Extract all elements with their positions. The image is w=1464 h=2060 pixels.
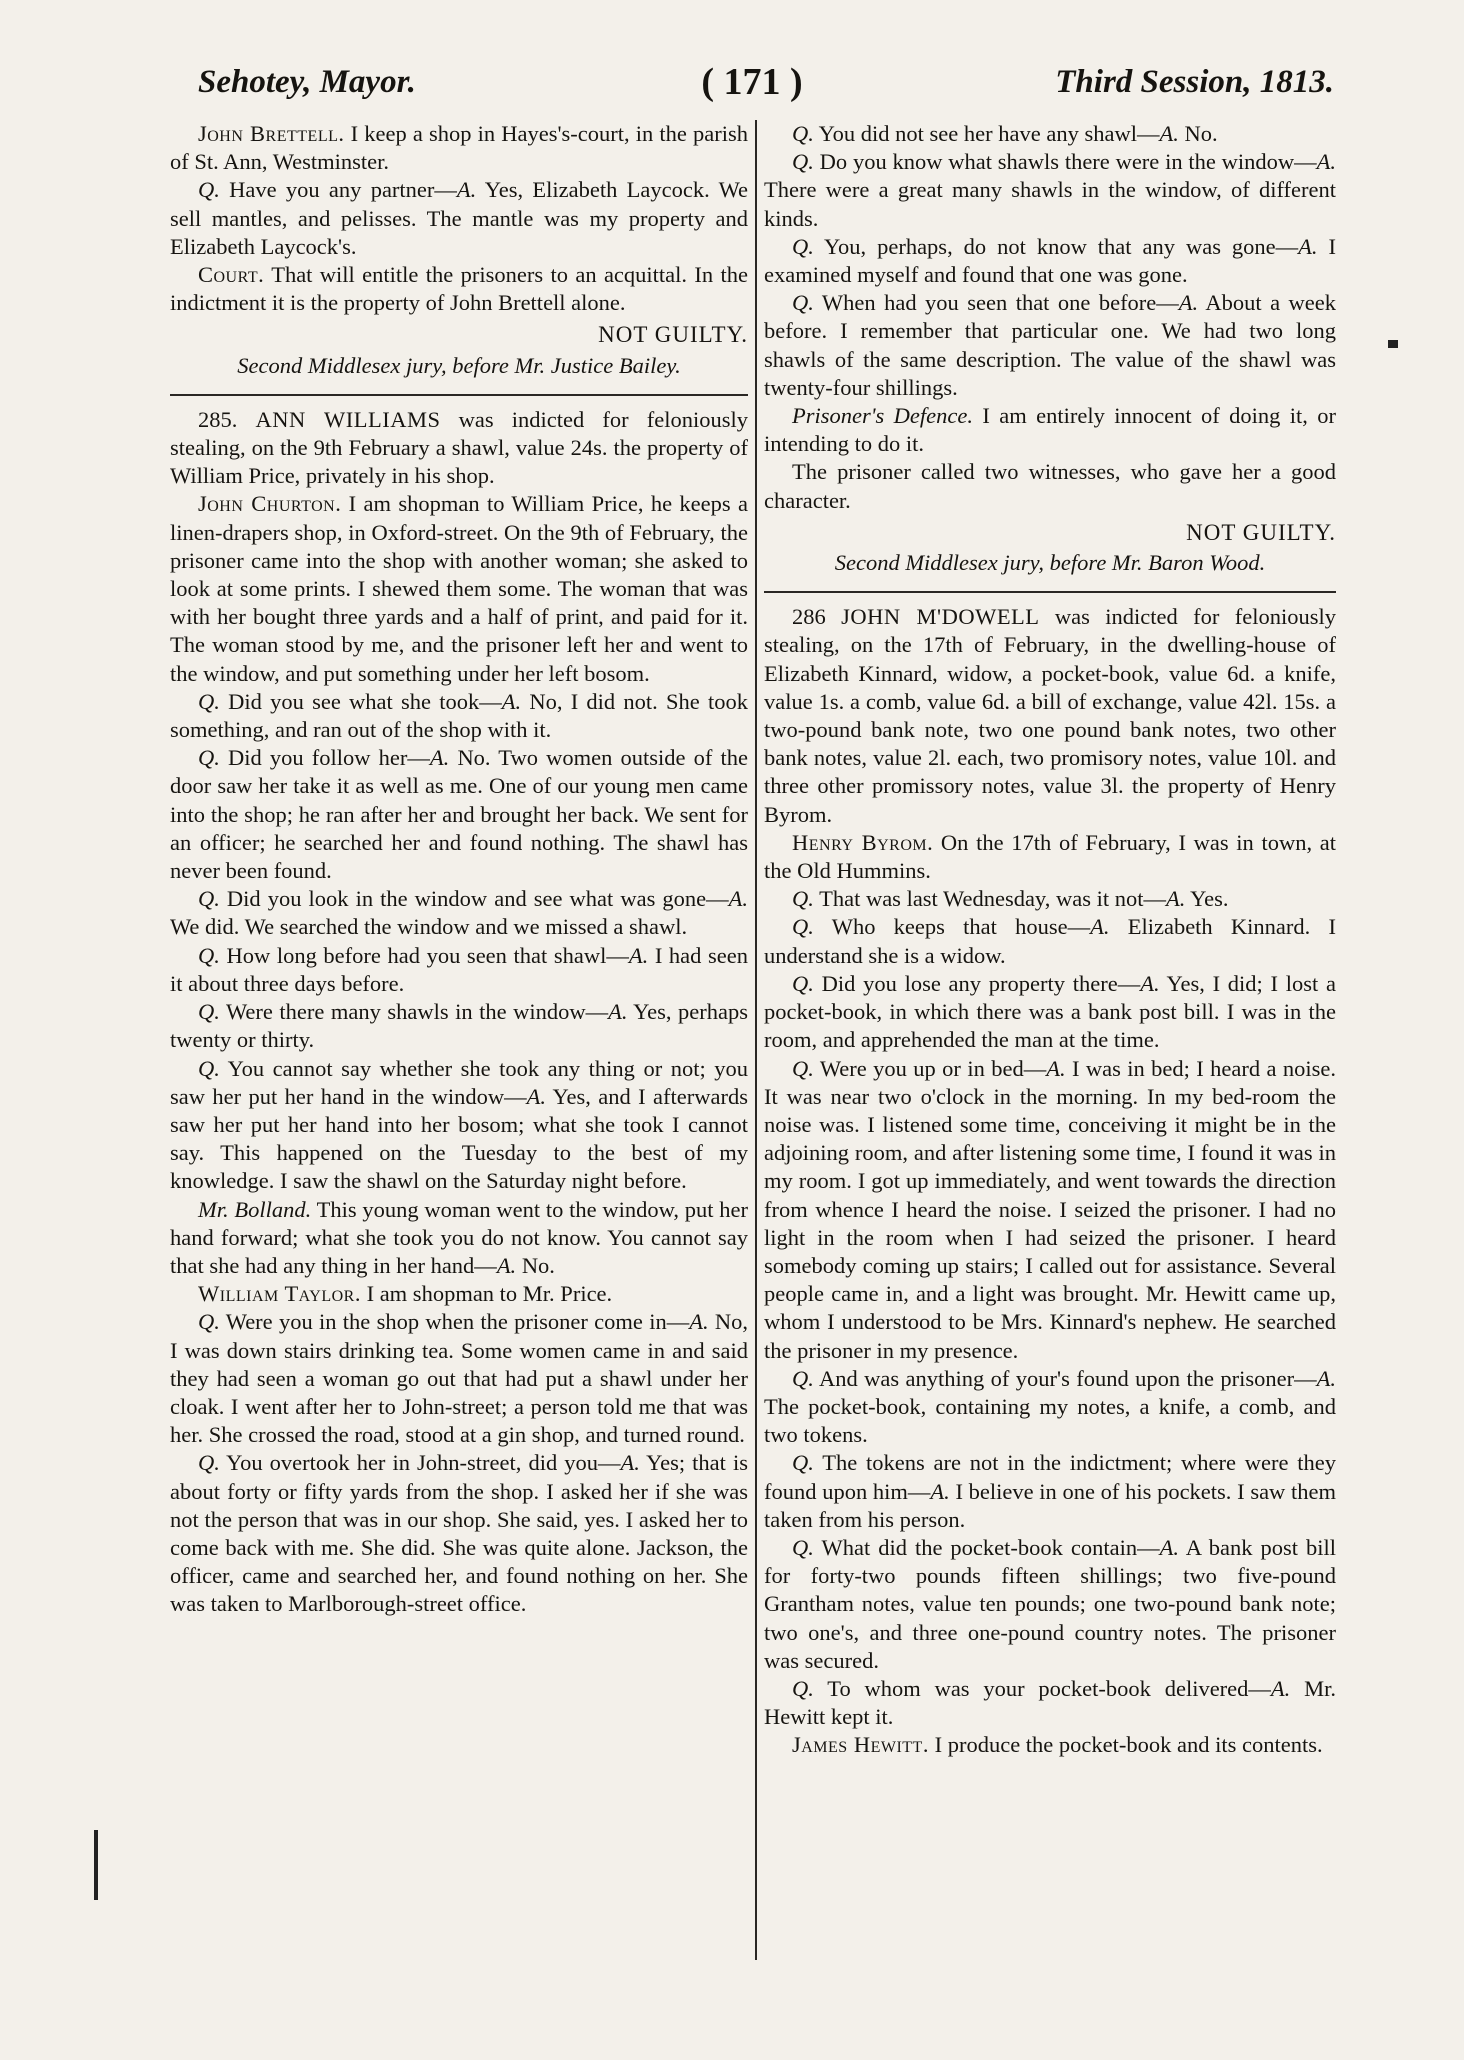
answer-text: About a week before. I remember that particular one. We had two long shawls of the same description. The value of the shawl was twenty-four shillings. bbox=[764, 290, 1337, 400]
testimony-text: I am shopman to Mr. Price. bbox=[360, 1281, 613, 1307]
testimony-paragraph bbox=[764, 148, 1336, 233]
testimony-text: You cannot say whether she took any thing or not; you saw her put her hand in the window— bbox=[170, 1055, 748, 1109]
testimony-text: What did the pocket-book contain— bbox=[813, 1534, 1160, 1560]
testimony-text: You did not see her have any shawl— bbox=[813, 121, 1160, 146]
answer-marker: A. bbox=[728, 886, 748, 912]
defendant-name: ANN WILLIAMS bbox=[255, 406, 441, 432]
answer-marker: A. bbox=[1046, 1055, 1066, 1081]
question-marker: Q. bbox=[792, 970, 814, 996]
testimony-paragraph bbox=[170, 1308, 748, 1449]
speaker-name: Prisoner's Defence. bbox=[792, 403, 974, 429]
defendant-name: JOHN M'DOWELL bbox=[841, 604, 1040, 630]
question-marker: Q. bbox=[792, 149, 814, 175]
jury-284: Second Middlesex jury, before Mr. Justice Bailey. bbox=[237, 352, 681, 378]
testimony-paragraph bbox=[170, 1055, 748, 1196]
answer-marker: A. bbox=[1140, 970, 1160, 996]
answer-marker: A. bbox=[1316, 149, 1336, 175]
case-286-heading bbox=[764, 603, 1336, 829]
answer-text: I examined myself and found that one was gone. bbox=[764, 233, 1336, 288]
speaker-name: James Hewitt. bbox=[792, 1732, 929, 1758]
ink-speck bbox=[1388, 340, 1398, 348]
question-marker: Q. bbox=[198, 886, 220, 912]
testimony-text: The prisoner called two witnesses, who gave her a good character. bbox=[764, 459, 1336, 513]
answer-text: There were a great many shawls in the window, of different kinds. bbox=[764, 177, 1336, 231]
question-marker: Q. bbox=[792, 886, 814, 912]
testimony-paragraph bbox=[764, 1731, 1336, 1759]
testimony-paragraph bbox=[764, 402, 1336, 458]
question-marker: Q. bbox=[792, 121, 814, 146]
answer-text: Mr. Hewitt kept it. bbox=[764, 1675, 1336, 1730]
answer-marker: A. bbox=[456, 177, 477, 203]
testimony-text: And was anything of your's found upon the prisoner— bbox=[813, 1365, 1317, 1391]
question-marker: Q. bbox=[198, 745, 220, 771]
testimony-paragraph bbox=[170, 942, 748, 998]
testimony-paragraph bbox=[764, 913, 1336, 969]
speaker-name: John Churton. bbox=[198, 491, 342, 517]
right-column bbox=[764, 120, 1336, 1760]
verdict-285: NOT GUILTY. bbox=[1186, 519, 1336, 545]
answer-text: Elizabeth Kinnard. I understand she is a widow. bbox=[764, 914, 1336, 968]
testimony-paragraph bbox=[170, 261, 748, 317]
page-number: ( 171 ) bbox=[701, 61, 803, 103]
testimony-paragraph bbox=[170, 1196, 748, 1281]
case-284-testimony bbox=[170, 120, 748, 317]
testimony-text: To whom was your pocket-book delivered— bbox=[813, 1675, 1271, 1701]
testimony-paragraph bbox=[764, 1449, 1336, 1534]
testimony-text: I keep a shop in Hayes's-court, in the parish of St. Ann, Westminster. bbox=[170, 121, 748, 175]
answer-text: I had seen it about three days before. bbox=[170, 942, 748, 996]
testimony-text: Did you look in the window and see what was gone— bbox=[219, 886, 729, 912]
testimony-paragraph bbox=[170, 744, 748, 885]
case-number: 285. bbox=[198, 406, 238, 432]
testimony-text: Did you see what she took— bbox=[219, 688, 502, 714]
testimony-paragraph bbox=[764, 233, 1336, 289]
indictment-text: was indicted for feloniously stealing, on the 9th February a shawl, value 24s. the property of William Price, privately in his shop. bbox=[170, 406, 748, 489]
speaker-name: Henry Byrom. bbox=[792, 829, 934, 855]
answer-marker: A. bbox=[1159, 1534, 1179, 1560]
question-marker: Q. bbox=[198, 177, 220, 203]
column-divider bbox=[755, 120, 757, 1960]
answer-text: Yes; that is about forty or fifty yards from the shop. I asked her if she was not the person that was in our shop. She said, yes. I asked her to come back with me. She did. She was quite alone. Jackson, the officer, came and searched her, and found nothing on her. She was taken to Marlborough-street office. bbox=[170, 1450, 748, 1617]
testimony-text: Did you follow her— bbox=[219, 745, 430, 771]
testimony-paragraph bbox=[764, 829, 1336, 885]
testimony-text: Have you any partner— bbox=[219, 177, 457, 203]
testimony-text: Were you in the shop when the prisoner come in— bbox=[219, 1309, 690, 1335]
question-marker: Q. bbox=[198, 688, 220, 714]
case-285-testimony-continued bbox=[764, 120, 1336, 515]
jury-285: Second Middlesex jury, before Mr. Baron Wood. bbox=[834, 550, 1266, 576]
answer-marker: A. bbox=[1159, 121, 1179, 146]
answer-marker: A. bbox=[1298, 233, 1318, 259]
speaker-name: Court. bbox=[198, 262, 265, 288]
answer-text: Yes, perhaps twenty or thirty. bbox=[170, 999, 748, 1053]
question-marker: Q. bbox=[792, 290, 814, 316]
answer-marker: A. bbox=[1165, 886, 1186, 912]
testimony-text: On the 17th of February, I was in town, at the Old Hummins. bbox=[764, 829, 1337, 884]
testimony-text: Did you lose any property there— bbox=[813, 970, 1141, 996]
testimony-text: When had you seen that one before— bbox=[813, 290, 1179, 316]
case-286-testimony bbox=[764, 829, 1336, 1760]
header-right: Third Session, 1813. bbox=[1055, 64, 1334, 100]
testimony-paragraph bbox=[764, 1055, 1336, 1365]
indictment-text: was indicted for feloniously stealing, on the 17th of February, in the dwelling-house of Elizabeth Kinnard, widow, a pocket-book, value 6d. a knife, value 1s. a comb, value 6d. a bill of exchange, value 42l. 15s. a two-pound bank note, two one pound bank notes, two other bank notes, value 2l. each, two promisory notes, value 10l. and three other promissory notes, value 3l. the property of Henry Byrom. bbox=[764, 604, 1336, 827]
answer-marker: A. bbox=[1090, 914, 1110, 940]
testimony-text: That will entitle the prisoners to an acquittal. In the indictment it is the property of John Brettell alone. bbox=[170, 262, 748, 316]
running-header bbox=[170, 58, 1334, 114]
answer-marker: A. bbox=[620, 1450, 640, 1476]
header-left: Sehotey, Mayor. bbox=[198, 64, 416, 100]
answer-marker: A. bbox=[526, 1083, 546, 1109]
case-number: 286 bbox=[792, 604, 826, 630]
case-285-testimony bbox=[170, 490, 748, 1618]
testimony-text: I am entirely innocent of doing it, or intending to do it. bbox=[764, 403, 1336, 457]
answer-text: No. bbox=[516, 1252, 555, 1278]
answer-marker: A. bbox=[1178, 290, 1199, 316]
answer-text: No, I did not. She took something, and ran out of the shop with it. bbox=[170, 688, 748, 743]
testimony-paragraph bbox=[764, 1534, 1336, 1675]
left-column bbox=[170, 120, 748, 1619]
testimony-text: Do you know what shawls there were in the window— bbox=[813, 149, 1317, 175]
question-marker: Q. bbox=[792, 233, 814, 259]
testimony-text: You, perhaps, do not know that any was gone— bbox=[813, 233, 1299, 259]
testimony-text: This young woman went to the window, put her hand forward; what she took you do not know. You cannot say that she had any thing in her hand— bbox=[170, 1196, 748, 1278]
testimony-paragraph bbox=[170, 120, 748, 176]
testimony-text: I produce the pocket-book and its contents. bbox=[928, 1732, 1323, 1758]
question-marker: Q. bbox=[198, 1309, 220, 1335]
speaker-name: Mr. Bolland. bbox=[198, 1196, 312, 1222]
case-285-heading bbox=[170, 406, 748, 491]
testimony-paragraph bbox=[764, 970, 1336, 1055]
testimony-paragraph bbox=[170, 1280, 748, 1308]
testimony-text: The tokens are not in the indictment; where were they found upon him— bbox=[764, 1450, 1336, 1504]
question-marker: Q. bbox=[198, 1450, 220, 1476]
question-marker: Q. bbox=[792, 914, 814, 940]
answer-text: Yes. bbox=[1185, 886, 1229, 912]
testimony-paragraph bbox=[764, 885, 1336, 913]
answer-text: We did. We searched the window and we missed a shawl. bbox=[170, 914, 688, 940]
answer-text: Yes, I did; I lost a pocket-book, in which there was a bank post bill. I was in the room, and apprehended the man at the time. bbox=[764, 970, 1336, 1053]
question-marker: Q. bbox=[198, 942, 220, 968]
testimony-paragraph bbox=[764, 1365, 1336, 1450]
testimony-text: I am shopman to William Price, he keeps a linen-drapers shop, in Oxford-street. On the 9th of February, the prisoner came into the shop with another woman; she asked to look at some prints. I shewed them some. The woman that was with her bought three yards and a half of print, and paid for it. The woman stood by me, and the prisoner left her and went to the window, and put something under her left bosom. bbox=[170, 491, 748, 686]
answer-marker: A. bbox=[1316, 1365, 1336, 1391]
question-marker: Q. bbox=[792, 1450, 814, 1476]
testimony-paragraph bbox=[170, 176, 748, 261]
answer-marker: A. bbox=[608, 999, 628, 1025]
testimony-text: How long before had you seen that shawl— bbox=[219, 942, 629, 968]
question-marker: Q. bbox=[198, 999, 220, 1025]
answer-marker: A. bbox=[501, 688, 522, 714]
testimony-paragraph bbox=[170, 1449, 748, 1618]
answer-text: No. bbox=[1178, 121, 1218, 146]
answer-text: No, I was down stairs drinking tea. Some women came in and said they had seen a woman go out that had put a shawl under her cloak. I went after her to John-street; a person told me that was her. She crossed the road, stood at a gin shop, and turned round. bbox=[170, 1309, 749, 1448]
answer-marker: A. bbox=[689, 1309, 709, 1335]
answer-text: Yes, Elizabeth Laycock. We sell mantles, and pelisses. The mantle was my property and Elizabeth Laycock's. bbox=[170, 177, 748, 259]
section-rule bbox=[764, 591, 1336, 593]
answer-text: Yes, and I afterwards saw her put her hand into her bosom; what she took I cannot say. This happened on the Tuesday to the best of my knowledge. I saw the shawl on the Saturday night before. bbox=[170, 1083, 748, 1194]
testimony-text: Were there many shawls in the window— bbox=[219, 999, 609, 1025]
testimony-paragraph bbox=[764, 120, 1336, 148]
verdict-284: NOT GUILTY. bbox=[598, 322, 748, 348]
testimony-text: You overtook her in John-street, did you— bbox=[219, 1450, 621, 1476]
answer-text: The pocket-book, containing my notes, a knife, a comb, and two tokens. bbox=[764, 1393, 1336, 1448]
answer-text: I was in bed; I heard a noise. It was near two o'clock in the morning. In my bed-room the noise was. I listened some time, conceiving it might be in the adjoining room, and after listening some time, I found it was in my room. I got up immediately, and went towards the direction from whence I heard the noise. I seized the prisoner. I had no light in the room when I had seized the prisoner. I heard somebody coming up stairs; I called out for assistance. Several people came in, and a light was brought. Mr. Hewitt came up, whom I understood to be Mrs. Kinnard's nephew. He searched the prisoner in my presence. bbox=[764, 1055, 1336, 1363]
section-rule bbox=[170, 394, 748, 396]
testimony-paragraph bbox=[170, 885, 748, 941]
question-marker: Q. bbox=[792, 1675, 814, 1701]
answer-marker: A. bbox=[1270, 1675, 1291, 1701]
testimony-text: Were you up or in bed— bbox=[813, 1055, 1047, 1081]
answer-marker: A. bbox=[496, 1252, 517, 1278]
testimony-paragraph bbox=[764, 458, 1336, 514]
answer-marker: A. bbox=[930, 1478, 950, 1504]
testimony-text: That was last Wednesday, was it not— bbox=[813, 886, 1166, 912]
testimony-paragraph bbox=[170, 688, 748, 744]
answer-text: A bank post bill for forty-two pounds fifteen shillings; two five-pound Grantham notes, value ten pounds; one two-pound bank note; two one's, and three one-pound country notes. The prisoner was secured. bbox=[764, 1534, 1337, 1673]
question-marker: Q. bbox=[198, 1055, 220, 1081]
speaker-name: William Taylor. bbox=[198, 1281, 361, 1307]
binding-mark bbox=[94, 1830, 98, 1900]
answer-text: No. Two women outside of the door saw her take it as well as me. One of our young men came into the shop; he ran after her and brought her back. We sent for an officer; he searched her and found nothing. The shawl has never been found. bbox=[170, 745, 748, 884]
question-marker: Q. bbox=[792, 1365, 814, 1391]
question-marker: Q. bbox=[792, 1534, 814, 1560]
answer-text: I believe in one of his pockets. I saw them taken from his person. bbox=[764, 1478, 1336, 1532]
question-marker: Q. bbox=[792, 1055, 814, 1081]
testimony-paragraph bbox=[170, 998, 748, 1054]
answer-marker: A. bbox=[429, 745, 450, 771]
testimony-paragraph bbox=[764, 1675, 1336, 1731]
testimony-text: Who keeps that house— bbox=[813, 914, 1091, 940]
testimony-paragraph bbox=[170, 490, 748, 687]
speaker-name: John Brettell. bbox=[198, 121, 345, 146]
testimony-paragraph bbox=[764, 289, 1336, 402]
answer-marker: A. bbox=[628, 942, 649, 968]
